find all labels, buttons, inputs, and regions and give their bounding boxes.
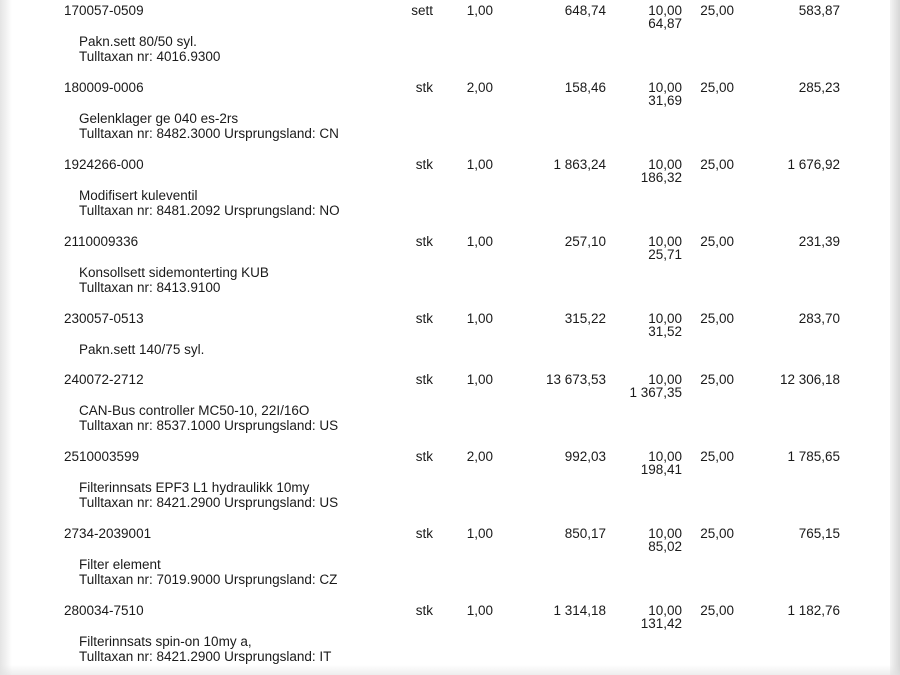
item-code: 280034-7510 [64, 603, 144, 618]
item-unit: stk [415, 372, 433, 387]
item-unit: sett [411, 3, 433, 18]
item-vat-percent: 25,00 [700, 80, 734, 95]
item-unit: stk [415, 311, 433, 326]
item-discount-percent: 10,00 [648, 603, 682, 618]
item-description: CAN-Bus controller MC50-10, 22I/16O [79, 403, 310, 418]
item-unit-price: 158,46 [564, 80, 606, 95]
item-description: Filterinnsats spin-on 10my a, [79, 634, 252, 649]
page-bottom-shadow [0, 665, 900, 675]
item-line-amount: 231,39 [798, 234, 840, 249]
item-discount-amount: 25,71 [648, 247, 682, 262]
item-code: 1924266-000 [64, 157, 144, 172]
item-discount-amount: 186,32 [640, 170, 682, 185]
item-line-amount: 12 306,18 [779, 372, 840, 387]
item-unit-price: 1 863,24 [553, 157, 606, 172]
item-unit: stk [415, 157, 433, 172]
item-unit: stk [415, 526, 433, 541]
item-code: 230057-0513 [64, 311, 144, 326]
item-line-amount: 765,15 [798, 526, 840, 541]
item-discount-amount: 198,41 [640, 462, 682, 477]
item-discount-percent: 10,00 [648, 3, 682, 18]
item-discount-amount: 85,02 [648, 539, 682, 554]
item-customs-info: Tulltaxan nr: 8413.9100 [79, 280, 221, 295]
item-unit-price: 850,17 [564, 526, 606, 541]
item-description: Pakn.sett 80/50 syl. [79, 34, 197, 49]
item-line-amount: 283,70 [798, 311, 840, 326]
item-description: Pakn.sett 140/75 syl. [79, 342, 205, 357]
item-discount-percent: 10,00 [648, 449, 682, 464]
item-quantity: 1,00 [466, 3, 493, 18]
item-discount-amount: 31,52 [648, 324, 682, 339]
item-vat-percent: 25,00 [700, 526, 734, 541]
item-unit: stk [415, 80, 433, 95]
item-discount-percent: 10,00 [648, 526, 682, 541]
item-code: 2110009336 [64, 234, 139, 249]
item-discount-amount: 31,69 [648, 93, 682, 108]
item-customs-info: Tulltaxan nr: 7019.9000 Ursprungsland: CZ [79, 572, 338, 587]
item-code: 2510003599 [64, 449, 140, 464]
item-unit-price: 992,03 [564, 449, 606, 464]
item-line-amount: 1 785,65 [787, 449, 840, 464]
item-vat-percent: 25,00 [700, 311, 734, 326]
item-line-amount: 1 182,76 [787, 603, 840, 618]
item-unit-price: 315,22 [564, 311, 606, 326]
item-vat-percent: 25,00 [700, 234, 734, 249]
item-quantity: 1,00 [466, 157, 493, 172]
item-quantity: 1,00 [466, 526, 493, 541]
item-description: Filter element [79, 557, 161, 572]
item-customs-info: Tulltaxan nr: 8537.1000 Ursprungsland: US [79, 418, 339, 433]
item-unit: stk [415, 603, 433, 618]
item-customs-info: Tulltaxan nr: 8421.2900 Ursprungsland: IT [79, 649, 332, 664]
item-discount-amount: 131,42 [640, 616, 682, 631]
item-description: Filterinnsats EPF3 L1 hydraulikk 10my [79, 480, 310, 495]
item-discount-percent: 10,00 [648, 80, 682, 95]
item-vat-percent: 25,00 [700, 603, 734, 618]
item-vat-percent: 25,00 [700, 157, 734, 172]
item-unit-price: 648,74 [564, 3, 606, 18]
page-shadow-right [890, 0, 900, 675]
item-unit-price: 1 314,18 [553, 603, 606, 618]
item-code: 240072-2712 [64, 372, 144, 387]
item-quantity: 2,00 [466, 449, 493, 464]
item-discount-percent: 10,00 [648, 311, 682, 326]
item-quantity: 1,00 [466, 234, 493, 249]
item-line-amount: 1 676,92 [787, 157, 840, 172]
item-customs-info: Tulltaxan nr: 4016.9300 [79, 49, 221, 64]
item-unit-price: 257,10 [564, 234, 606, 249]
item-quantity: 1,00 [466, 603, 493, 618]
item-line-amount: 583,87 [798, 3, 840, 18]
item-code: 180009-0006 [64, 80, 144, 95]
item-description: Modifisert kuleventil [79, 188, 198, 203]
item-unit-price: 13 673,53 [545, 372, 606, 387]
item-discount-percent: 10,00 [648, 157, 682, 172]
item-vat-percent: 25,00 [700, 3, 734, 18]
item-customs-info: Tulltaxan nr: 8482.3000 Ursprungsland: CN [79, 126, 339, 141]
item-discount-amount: 64,87 [648, 16, 682, 31]
item-vat-percent: 25,00 [700, 372, 734, 387]
item-code: 170057-0509 [64, 3, 144, 18]
item-vat-percent: 25,00 [700, 449, 734, 464]
item-customs-info: Tulltaxan nr: 8481.2092 Ursprungsland: NO [79, 203, 340, 218]
item-description: Gelenklager ge 040 es-2rs [79, 111, 239, 126]
item-code: 2734-2039001 [64, 526, 152, 541]
item-quantity: 2,00 [466, 80, 493, 95]
item-discount-amount: 1 367,35 [629, 385, 682, 400]
item-discount-percent: 10,00 [648, 372, 682, 387]
item-quantity: 1,00 [466, 311, 493, 326]
item-line-amount: 285,23 [798, 80, 840, 95]
item-quantity: 1,00 [466, 372, 493, 387]
item-unit: stk [415, 234, 433, 249]
item-customs-info: Tulltaxan nr: 8421.2900 Ursprungsland: US [79, 495, 339, 510]
item-description: Konsollsett sidemonterting KUB [79, 265, 269, 280]
item-unit: stk [415, 449, 433, 464]
item-discount-percent: 10,00 [648, 234, 682, 249]
